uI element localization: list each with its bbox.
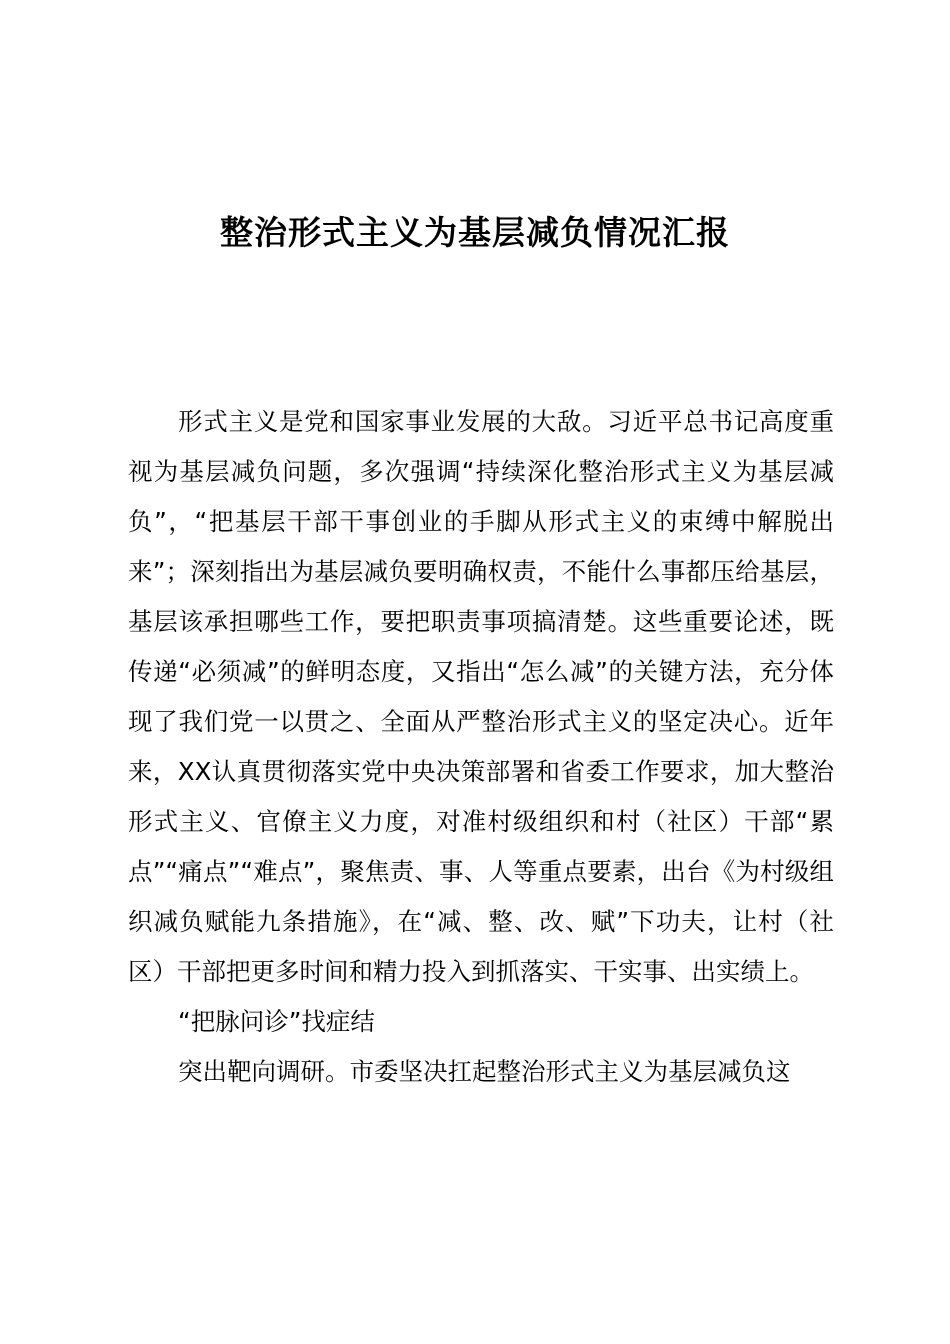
section-heading: “把脉问诊”找症结: [178, 1007, 375, 1036]
document-body: [128, 397, 834, 1097]
paragraph-research: 突出靶向调研。市委坚决扛起整治形式主义为基层减负这: [178, 1057, 791, 1086]
paragraph-intro: 形式主义是党和国家事业发展的大敌。习近平总书记高度重视为基层减负问题，多次强调“持续深化整治形式主义为基层减负”，“把基层干部干事创业的手脚从形式主义的束缚中解脱出来”；深刻指出为基层减负要明确权责，不能什么事都压给基层，基层该承担哪些工作，要把职责事项搞清楚。这些重要论述，既传递“必须减”的鲜明态度，又指出“怎么减”的关键方法，充分体现了我们党一以贯之、全面从严整治形式主义的坚定决心。近年来，XX认真贯彻落实党中央决策部署和省委工作要求，加大整治形式主义、官僚主义力度，对准村级组织和村（社区）干部“累点”“痛点”“难点”，聚焦责、事、人等重点要素，出台《为村级组织减负赋能九条措施》，在“减、整、改、赋”下功夫，让村（社区）干部把更多时间和精力投入到抓落实、干实事、出实绩上。: [128, 407, 834, 986]
document-title: 整治形式主义为基层减负情况汇报: [220, 213, 730, 252]
